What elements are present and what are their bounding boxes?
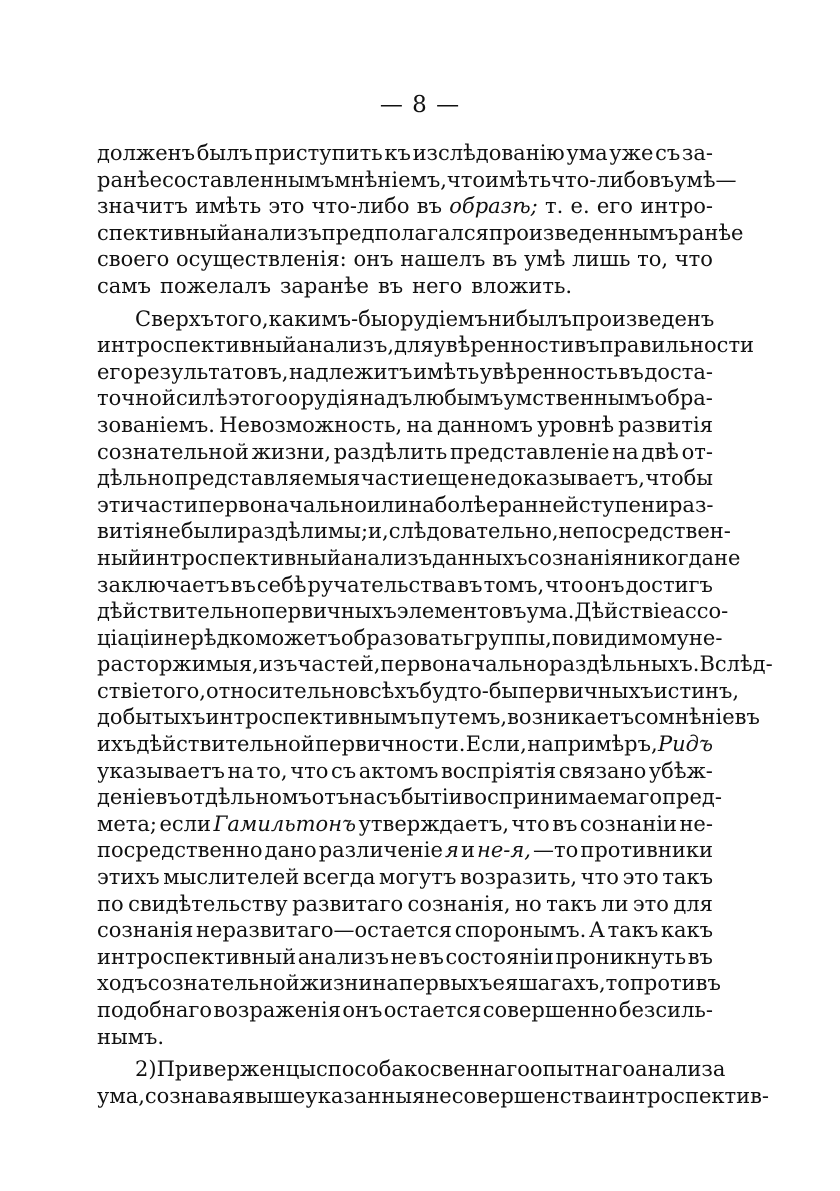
word: съ [330,758,357,783]
word: изъ [258,652,298,677]
word: были [180,519,238,544]
word: от- [681,439,713,464]
word: ранней [498,492,579,517]
word: части [134,492,199,517]
word: витія [97,519,155,544]
text-line [97,193,713,220]
word: нымъ. [97,1024,165,1049]
word: лишь [572,247,631,272]
word: достигъ [625,572,713,597]
word: повидимому [551,625,689,650]
word: ный [97,545,142,570]
text-line [97,731,713,758]
word: точной [97,386,176,411]
word: интроспективный [97,944,297,969]
word: насъ [349,785,401,810]
word: но [515,891,542,916]
word: имѣть [195,194,262,219]
word: раздѣлимы; [237,519,369,544]
word: отдѣльномъ [180,785,312,810]
word: на [227,758,255,783]
word: ціаціи [97,625,164,650]
text-line [97,273,713,300]
word: ума. [526,599,575,624]
word: на [372,971,399,996]
word: результатовъ, [133,359,289,384]
word: возраженія [213,998,341,1022]
text-line [97,970,721,997]
word: какимъ-бы [268,306,388,331]
word: интроспектив- [607,1083,770,1108]
word: сознанія, [407,891,511,916]
text-line [97,784,722,811]
word: противники [580,838,713,863]
word: по [97,891,124,916]
text-line [97,1024,713,1051]
word: жизни [299,971,373,996]
word: умѣ— [674,167,737,192]
word: А [588,918,605,943]
word: умственнымъ [503,386,655,411]
word: съ [655,141,681,165]
text-line [97,811,713,838]
word: совершенно [482,998,618,1022]
paragraph [97,306,773,1051]
word: остается [383,998,482,1022]
word: указываетъ [97,758,225,783]
word: зованіемъ. [97,412,215,437]
text-line [97,598,729,625]
word: орудіемъ [387,306,488,331]
paragraph [97,1056,770,1109]
word: ассо- [672,599,729,624]
word: для [394,333,434,358]
text-line [97,220,744,247]
word: шагахъ, [518,971,606,996]
word: онъ [353,247,394,272]
word: изслѣдованію [412,141,565,165]
italic-word: Гамильтонъ [213,811,357,836]
word: различеніе [318,838,443,863]
word: того, [151,678,206,703]
word: несовершенства [425,1083,608,1108]
word: дѣйствительно [97,599,262,624]
word: что-либо [311,194,410,219]
word: пожелалъ [159,273,271,298]
word: въ [687,944,713,969]
word: что [511,811,550,836]
word: значитъ [97,194,188,219]
word: въ [492,247,518,272]
word: произведенъ [571,306,715,331]
italic-word: Ридъ [657,732,713,757]
word: путемъ, [420,705,508,730]
word: орудія [287,386,360,411]
word: Вслѣд- [699,652,773,677]
word: частей, [297,652,381,677]
text-line [97,864,713,891]
word: увѣренность [479,359,618,384]
text-line [97,332,755,359]
word: обра- [654,386,713,411]
word: анализъ [297,944,389,969]
text-line [97,1056,726,1083]
text-line [97,678,740,705]
word: непосредствен- [558,519,731,544]
word: представляемыя [174,466,361,491]
word: ранѣе [97,167,163,192]
word: уровнѣ [537,412,614,437]
word: мета; [97,811,157,836]
word: посредственно [97,838,263,863]
word: предполагался [321,220,489,245]
word: анализъ [230,220,322,245]
text-line [97,492,713,519]
word: нерѣдко [163,625,256,650]
word: неразвитаго—остается [196,918,453,943]
word: проникнуть [555,944,687,969]
word: надъ [359,386,413,411]
word: заранѣе [279,273,369,298]
word: противъ [629,971,721,996]
text-line [97,704,760,731]
text-line [97,359,713,386]
word: въ [418,944,444,969]
word: произведеннымъ [488,220,679,245]
italic-word: я [444,838,459,863]
text-line [97,140,713,167]
word: этого [228,386,288,411]
word: самъ [97,273,151,298]
word: относительно [205,678,359,703]
word: ранѣе [678,220,744,245]
word: долженъ [97,141,196,165]
text-line [97,439,713,466]
word: онъ [342,998,383,1022]
word: составленнымъ [162,167,335,192]
word: раздѣльныхъ. [549,652,700,677]
word: такъ [546,891,597,916]
word: эти [97,492,135,517]
word: актомъ [358,758,439,783]
text-line [97,917,713,944]
word: заключаетъ [97,572,230,597]
word: бытіи [400,785,463,810]
word: возразить, [460,865,578,890]
word: не [470,466,497,491]
word: что [446,167,486,192]
text-line [97,758,713,785]
text-line [97,891,713,918]
word: Приверженцы [156,1057,316,1082]
word: могутъ [379,865,457,890]
word: ума, [97,1083,145,1108]
word: раз- [668,492,714,517]
text-line [97,651,773,678]
word: имѣть [413,359,480,384]
word: на [406,412,433,437]
word: 2) [135,1057,157,1082]
word: можетъ [255,625,341,650]
word: онъ [584,572,625,597]
word: что [674,247,713,272]
text-line [97,412,713,439]
word: за- [681,141,713,165]
word: это [268,194,305,219]
word: спективный [97,220,231,245]
word: сознаніи [579,811,677,836]
word: доказываетъ, [497,466,645,491]
paragraph [97,140,744,300]
word: ручательства [307,572,457,597]
word: того, [213,306,269,331]
word: состояніи [445,944,554,969]
word: интроспективнымъ [205,705,421,730]
word: раздѣлить [333,439,448,464]
word: первичныхъ [261,599,397,624]
word: что [580,865,619,890]
word: въ [618,359,644,384]
word: сознательной [97,439,249,464]
word: Невозможность, [219,412,403,437]
word: не [390,944,418,969]
word: къ [384,141,411,165]
word: его [596,194,633,219]
word: слѣдовательно, [388,519,559,544]
word: мыслителей [163,865,300,890]
word: опытнаго [529,1057,636,1082]
word: Если, [465,732,527,757]
word: будто-бы [419,678,519,703]
word: развитаго [292,891,404,916]
word: увѣренности [433,333,575,358]
word: былъ [196,141,253,165]
word: доста- [644,359,713,384]
word: вышеуказанныя [244,1083,426,1108]
italic-word: не-я, [477,838,531,863]
word: осуществленія: [176,247,347,272]
word: не [154,519,181,544]
word: анализъ, [296,333,395,358]
text-line [97,465,713,492]
word: своего [97,247,170,272]
word: не- [688,625,723,650]
word: двѣ [641,439,679,464]
word: въ [457,572,483,597]
word: въ [377,273,404,298]
word: части [360,466,425,491]
text-line [97,306,713,333]
word: отъ [311,785,350,810]
word: чтобы [645,466,713,491]
word: нашелъ [400,247,486,272]
word: убѣж- [648,758,713,783]
word: ни [487,306,516,331]
word: ея [492,971,519,996]
word: дано [264,838,317,863]
word: въ [416,194,442,219]
body-text [97,140,773,1109]
word: Сверхъ [135,306,214,331]
word: въ [734,705,760,730]
text-line [97,1083,770,1110]
text-line [97,625,723,652]
word: ствіе [97,678,152,703]
word: дѣйствительной [136,732,315,757]
word: представленіе [449,439,610,464]
word: его [97,359,134,384]
word: всѣхъ [358,678,420,703]
word: первоначально [198,492,367,517]
word: деніе [97,785,156,810]
text-line [97,997,713,1024]
word: истинъ, [653,678,740,703]
text-line [97,572,713,599]
word: еще [425,466,470,491]
word: то, [637,247,669,272]
page-number: — 8 — [379,92,461,118]
word: на [612,439,639,464]
word: возникаетъ [507,705,635,730]
word: первыхъ [398,971,493,996]
word: и [460,838,475,863]
word: это [632,891,669,916]
word: анализа [635,1057,726,1082]
word: споронымъ. [454,918,587,943]
word: въ [230,572,256,597]
word: уже [609,141,654,165]
text-line [97,167,737,194]
word: воспринимаемаго [462,785,663,810]
word: или [366,492,409,517]
word: вложить. [471,273,573,298]
word: интроспективный [141,545,341,570]
word: —то [533,838,579,863]
word: такъ [662,865,713,890]
word: что-либо [551,167,649,192]
word: свидѣтельству [128,891,288,916]
word: такъ [607,918,659,943]
word: на [408,492,435,517]
word: въ [574,333,600,358]
word: сознательной [147,971,300,996]
text-line [97,385,713,412]
word: какъ [660,918,713,943]
word: способа [315,1057,404,1082]
word: никогда [623,545,715,570]
word: что [290,758,329,783]
word: сознанія [527,545,624,570]
word: данныхъ [432,545,528,570]
word: въ [552,811,578,836]
word: себѣ [256,572,307,597]
word: если [159,811,211,836]
word: ступени [578,492,669,517]
word: интроспективный [97,333,297,358]
word: это [622,865,659,890]
word: въ [155,785,181,810]
word: приступить [254,141,383,165]
word: правильности [599,333,755,358]
word: то, [256,758,288,783]
word: данномъ [437,412,533,437]
word: то [605,971,630,996]
word: ихъ [97,732,137,757]
word: имѣть [485,167,552,192]
word: косвеннаго [403,1057,530,1082]
word: умѣ [524,247,566,272]
word: надлежитъ [289,359,413,384]
word: первичныхъ [518,678,654,703]
word: ума [566,141,608,165]
word: напримѣръ, [527,732,658,757]
word: расторжимыя, [97,652,259,677]
word: пред- [662,785,722,810]
word: е. [570,194,590,219]
word: ходъ [97,971,148,996]
word: жизни, [251,439,332,464]
text-line [97,837,713,864]
word: утверждаетъ, [358,811,510,836]
word: подобнаго [97,998,213,1022]
word: дѣльно [97,466,175,491]
word: этихъ [97,865,160,890]
word: интро- [640,194,713,219]
italic-word: образѣ; [449,194,538,219]
word: развитія [618,412,713,437]
word: Дѣйствіе [574,599,673,624]
word: не [714,545,741,570]
word: элементовъ [396,599,527,624]
word: первичности. [315,732,466,757]
word: т. [544,194,564,219]
word: сознавая [144,1083,245,1108]
word: первоначально [380,652,550,677]
word: былъ [515,306,572,331]
text-line [97,518,731,545]
word: анализъ [340,545,433,570]
word: всегда [302,865,376,890]
word: силѣ [176,386,228,411]
word: болѣе [434,492,499,517]
text-line [97,944,713,971]
word: ли [601,891,629,916]
word: для [673,891,713,916]
text-line [97,545,741,572]
word: воспріятія [440,758,557,783]
word: мнѣніемъ, [334,167,447,192]
word: безсиль- [618,998,713,1022]
word: томъ, [483,572,545,597]
word: него [412,273,463,298]
word: сознанія [97,918,194,943]
word: сомнѣніе [634,705,735,730]
word: и, [368,519,389,544]
word: группы, [463,625,552,650]
word: образовать [340,625,464,650]
word: что [545,572,584,597]
word: любымъ [412,386,504,411]
word: не- [679,811,713,836]
word: связано [558,758,647,783]
text-line [97,246,713,273]
word: въ [648,167,675,192]
word: добытыхъ [97,705,206,730]
